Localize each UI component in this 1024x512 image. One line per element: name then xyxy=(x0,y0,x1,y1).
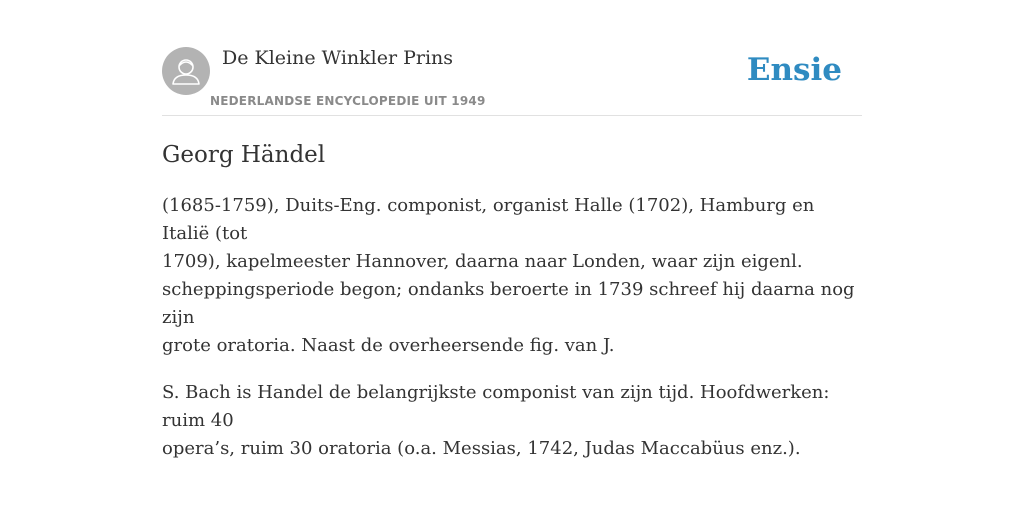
author-subtitle: NEDERLANDSE ENCYCLOPEDIE UIT 1949 xyxy=(210,94,486,108)
article-paragraph: S. Bach is Handel de belangrijkste componist van zijn tijd. Hoofdwerken: ruim 40 opera’s, ruim 30 oratoria (o.a. Messias, 1742, Judas Maccabüus enz.). xyxy=(162,382,830,459)
article-body xyxy=(162,192,867,482)
article-title: Georg Händel xyxy=(162,142,326,168)
author-avatar[interactable] xyxy=(162,47,210,95)
user-icon xyxy=(162,47,210,95)
brand-logo[interactable]: Ensie xyxy=(746,52,842,88)
article-paragraph: (1685-1759), Duits-Eng. componist, organist Halle (1702), Hamburg en Italië (tot 1709), kapelmeester Hannover, daarna naar Londen, waar zijn eigenl. scheppingsperiode begon; ondanks beroerte in 1739 schreef hij daarna nog zijn grote oratoria. Naast de overheersende fig. van J. xyxy=(162,195,855,356)
author-name[interactable]: De Kleine Winkler Prins xyxy=(222,47,454,69)
header xyxy=(162,40,862,116)
